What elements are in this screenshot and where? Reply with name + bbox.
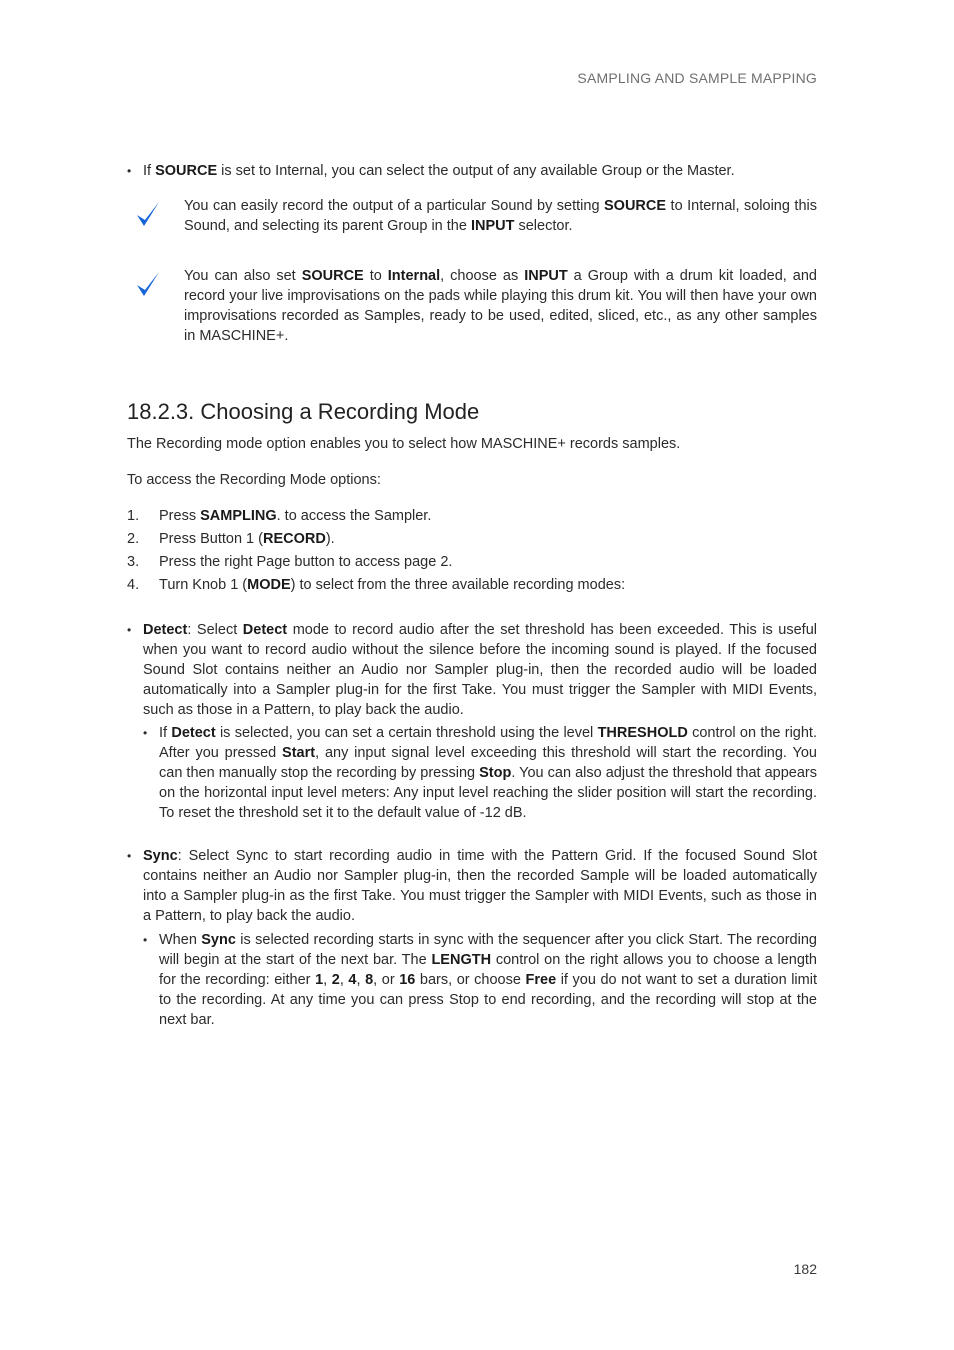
sync-length-subbullet: • When Sync is selected recording starts in sync with the sequencer after you click Start. The recording will begin at the start of the next bar. The LENGTH control on the right allows you to choose a length for the recording: either 1, 2, 4, 8, or 16 bars, or choose Free if you do not want to set a duration limit to the recording. At any time you can press Stop to end recording, and the recording will stop at the next bar. (127, 930, 817, 1030)
steps-list (127, 506, 817, 598)
checkmark-icon (135, 270, 161, 300)
step-item: 4. Turn Knob 1 (MODE) to select from the three available recording modes: (127, 577, 626, 593)
step-item: 3. Press the right Page button to access page 2. (127, 554, 453, 570)
source-internal-bullet: • If SOURCE is set to Internal, you can select the output of any available Group or the Master. (127, 161, 817, 181)
step-item: 1. Press SAMPLING. to access the Sampler. (127, 508, 432, 524)
section-heading: 18.2.3. Choosing a Recording Mode (127, 399, 480, 424)
sync-mode-bullet: • Sync: Select Sync to start recording audio in time with the Pattern Grid. If the focused Sound Slot contains neither an Audio nor Sampler plug-in, then the recorded Sample will be loaded automatically into a Sampler plug-in as the first Take. You must trigger the Sampler with MIDI Events, such as those in a Pattern, to play back the audio. (127, 846, 817, 926)
section-intro: The Recording mode option enables you to select how MASCHINE+ records samples. (127, 436, 681, 452)
page-number: 182 (793, 1261, 817, 1277)
tip-record-improvisations (127, 266, 817, 346)
tip-text: You can easily record the output of a particular Sound by setting SOURCE to Internal, soloing this Sound, and selecting its parent Group in the INPUT selector. (184, 198, 817, 234)
running-header: SAMPLING AND SAMPLE MAPPING (577, 70, 817, 86)
step-item: 2. Press Button 1 (RECORD). (127, 531, 335, 547)
checkmark-icon (135, 200, 161, 230)
tip-text: You can also set SOURCE to Internal, choose as INPUT a Group with a drum kit loaded, and record your live improvisations on the pads while playing this drum kit. You will then have your own improvisations recorded as Samples, ready to be used, edited, sliced, etc., as any other samples in MASCHINE+. (184, 268, 817, 344)
tip-record-sound-output (127, 196, 817, 236)
access-instructions: To access the Recording Mode options: (127, 472, 381, 488)
detect-mode-bullet: • Detect: Select Detect mode to record audio after the set threshold has been exceeded. This is useful when you want to record audio without the silence before the incoming sound is played. If the focused Sound Slot contains neither an Audio nor Sampler plug-in, then the recorded audio will be loaded automatically into a Sampler plug-in for the first Take. You must trigger the Sampler with MIDI Events, such as those in a Pattern, to play back the audio. (127, 620, 817, 720)
detect-threshold-subbullet: • If Detect is selected, you can set a certain threshold using the level THRESHOLD control on the right. After you pressed Start, any input signal level exceeding this threshold will start the recording. You can then manually stop the recording by pressing Stop. You can also adjust the threshold that appears on the horizontal input level meters: Any input level reaching the slider position will start the recording. To reset the threshold set it to the default value of -12 dB. (127, 723, 817, 823)
